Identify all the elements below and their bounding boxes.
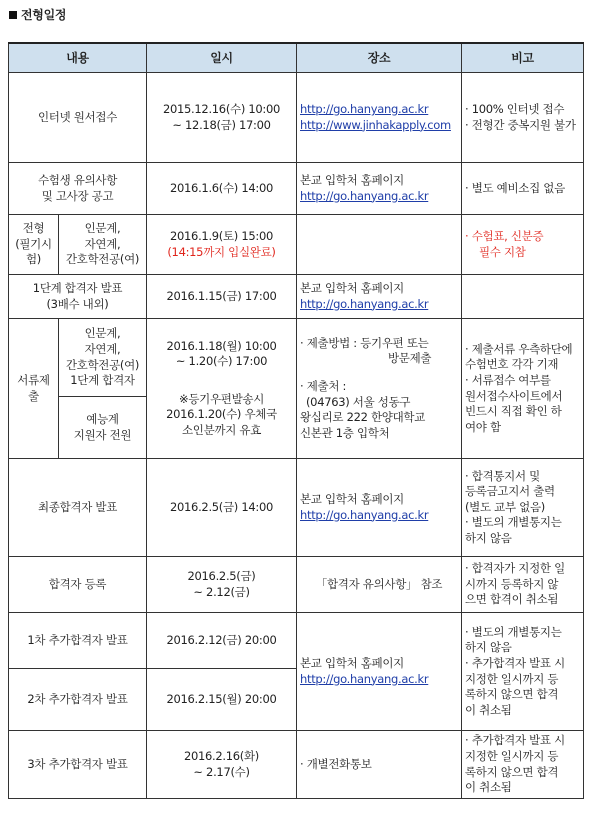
sub-line: 자연계, [84,341,121,356]
place-line: · 제출처 : [300,378,347,393]
place-line: 본교 입학처 홈페이지 [300,491,404,506]
place-line: 본교 입학처 홈페이지 [300,280,404,295]
note-line: · 서류접수 여부를 [465,372,551,387]
place-line: 신본관 1층 입학처 [300,425,390,440]
date-line: 2016.2.16(화) [183,748,259,763]
row-note [462,215,584,275]
date-line: 2016.1.18(월) 10:00 [166,338,277,353]
note-line: · 합격자가 지정한 일 [465,561,565,576]
row-group [9,215,59,275]
row-note [462,613,584,731]
site-link[interactable]: http://go.hanyang.ac.kr [300,296,429,311]
row-place [297,73,462,163]
sub-line: 간호학전공(여) [65,357,140,372]
row-note [462,73,584,163]
row-date [147,73,297,163]
header-content: 내용 [9,43,147,73]
table-row [9,215,584,275]
note-line: · 추가합격자 발표 시 [465,655,565,670]
note-line: 이 취소됨 [465,702,512,717]
row-date: 2016.2.12(금) 20:00 [147,613,297,669]
note-line: 록하지 않으면 합격 [465,687,559,702]
table-row [9,613,584,669]
row-place [297,163,462,215]
date-line: ※등기우편발송시 [179,391,264,406]
row-content [9,275,147,319]
date-line: ~ 2.17(수) [193,764,250,779]
row-note [462,557,584,613]
table-row [9,557,584,613]
note-line: 으면 합격이 취소됨 [465,592,559,607]
row-note [462,319,584,459]
row-subgroup [59,319,147,397]
place-line: · 제출방법 : 등기우편 또는 [300,335,429,350]
row-date [147,557,297,613]
row-content: 2차 추가합격자 발표 [9,669,147,731]
row-place [297,613,462,731]
table-row [9,163,584,215]
content-line: 1단계 합격자 발표 [32,280,123,295]
row-place [297,459,462,557]
note-line: · 전형간 중복지원 불가 [465,117,576,132]
table-row [9,275,584,319]
date-line: 2016.1.9(토) 15:00 [170,228,273,243]
row-content: 1차 추가합격자 발표 [9,613,147,669]
square-bullet-icon [9,11,17,19]
note-line: · 100% 인터넷 접수 [465,101,565,116]
note-line: 하지 않음 [465,530,512,545]
sub-line: 인문계, [84,221,121,236]
row-content [9,163,147,215]
group-line: (필기시험) [15,236,52,267]
site-link[interactable]: http://go.hanyang.ac.kr [300,188,429,203]
note-line: 여야 함 [465,419,501,434]
row-group: 서류제출 [9,319,59,459]
note-line: 하지 않음 [465,640,512,655]
place-line: (04763) 서울 성동구 [306,394,411,409]
row-date: 2016.2.15(월) 20:00 [147,669,297,731]
row-place [297,319,462,459]
section-title-text: 전형일정 [21,8,67,22]
table-row [9,73,584,163]
header-note: 비고 [462,43,584,73]
note-line: · 합격통지서 및 [465,468,540,483]
place-line: 본교 입학처 홈페이지 [300,172,404,187]
row-date [147,215,297,275]
schedule-table [8,42,584,799]
row-date: 2016.1.6(수) 14:00 [147,163,297,215]
date-line: ~ 1.20(수) 17:00 [175,354,268,369]
note-line: 필수 지참 [479,244,526,259]
place-line: 왕십리로 222 한양대학교 [300,410,426,425]
date-line: 2016.2.5(금) [187,568,256,583]
header-date: 일시 [147,43,297,73]
sub-line: 간호학전공(여) [65,252,140,267]
date-line: 2015.12.16(수) 10:00 [162,101,281,116]
content-line: 수험생 유의사항 [37,172,118,187]
note-line: 빈드시 직접 확인 하 [465,404,562,419]
table-row [9,459,584,557]
table-row [9,731,584,799]
row-content: 3차 추가합격자 발표 [9,731,147,799]
sub-line: 인문계, [84,326,121,341]
sub-line: 자연계, [84,236,121,251]
row-note [462,275,584,319]
row-date: 2016.1.15(금) 17:00 [147,275,297,319]
note-line: · 별도의 개별통지는 [465,515,562,530]
sub-line: 지원자 전원 [73,427,132,442]
content-line: (3배수 내외) [46,296,109,311]
date-line: ~ 12.18(금) 17:00 [172,117,271,132]
note-line: 수험번호 각각 기재 [465,357,559,372]
site-link[interactable]: http://go.hanyang.ac.kr [300,671,429,686]
note-line: 등록금고지서 출력 [465,484,555,499]
site-link[interactable]: http://go.hanyang.ac.kr [300,101,429,116]
row-date: 2016.2.5(금) 14:00 [147,459,297,557]
note-line: 원서접수사이트에서 [465,388,563,403]
site-link[interactable]: http://go.hanyang.ac.kr [300,507,429,522]
note-line: 시까지 등록하지 않 [465,576,559,591]
note-line: · 제출서류 우측하단에 [465,341,573,356]
date-line-red: (14:15까지 입실완료) [167,244,276,259]
date-line: 2016.1.20(수) 우체국 [166,407,277,422]
row-note [462,459,584,557]
table-row [9,319,584,397]
date-line: ~ 2.12(금) [193,584,250,599]
sub-line: 1단계 합격자 [70,373,135,388]
row-place [297,215,462,275]
row-note [462,731,584,799]
note-line: 이 취소됨 [465,780,512,795]
table-header-row [9,43,584,73]
note-line: · 별도의 개별통지는 [465,624,562,639]
place-line: 본교 입학처 홈페이지 [300,655,404,670]
content-line: 및 고사장 공고 [41,188,114,203]
row-subgroup [59,397,147,459]
section-title [9,6,66,23]
row-subgroup [59,215,147,275]
note-line: · 수험표, 신분증 [465,228,544,243]
place-line: 방문제출 [388,351,432,366]
date-line: 소인분까지 유효 [181,422,262,437]
row-place: 「합격자 유의사항」 참조 [297,557,462,613]
row-note: · 별도 예비소집 없음 [462,163,584,215]
note-line: (별도 교부 없음) [465,499,545,514]
site-link[interactable]: http://www.jinhakapply.com [300,117,451,132]
row-date [147,731,297,799]
note-line: 지정한 일시까지 등 [465,671,559,686]
row-date [147,319,297,459]
row-content: 인터넷 원서접수 [9,73,147,163]
row-place: · 개별전화통보 [297,731,462,799]
header-place: 장소 [297,43,462,73]
row-place [297,275,462,319]
group-line: 전형 [22,221,45,236]
sub-line: 예능계 [86,411,119,426]
row-content: 합격자 등록 [9,557,147,613]
note-line: 지정한 일시까지 등 [465,748,559,763]
row-content: 최종합격자 발표 [9,459,147,557]
note-line: · 추가합격자 발표 시 [465,733,565,748]
note-line: 록하지 않으면 합격 [465,764,559,779]
